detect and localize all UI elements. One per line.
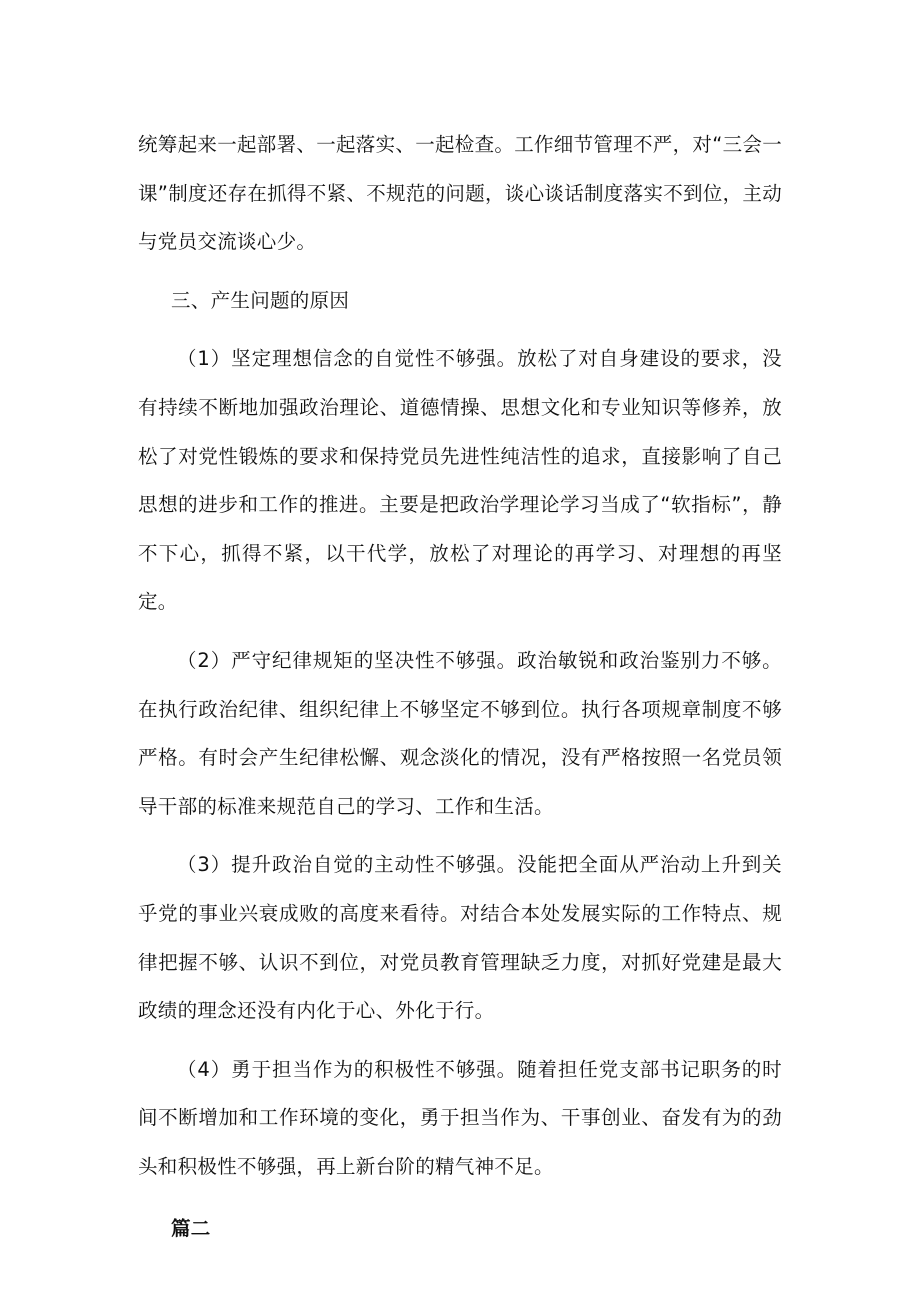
paragraph-continuation: 统筹起来一起部署、一起落实、一起检查。工作细节管理不严，对“三会一课”制度还存在抓得不紧、不规范的问题，谈心谈话制度落实不到位，主动与党员交流谈心少。 (138, 133, 783, 254)
document-body (138, 121, 782, 1253)
paragraph-cause-1: （1）坚定理想信念的自觉性不够强。放松了对自身建设的要求，没有持续不断地加强政治理论、道德情操、思想文化和专业知识等修养，放松了对党性锻炼的要求和保持党员先进性纯洁性的追求，直接影响了自己思想的进步和工作的推进。主要是把政治学理论学习当成了“软指标”，静不下心，抓得不紧，以干代学，放松了对理论的再学习、对理想的再坚定。 (138, 347, 782, 614)
paragraph-cause-2: （2）严守纪律规矩的坚决性不够强。政治敏锐和政治鉴别力不够。在执行政治纪律、组织纪律上不够坚定不够到位。执行各项规章制度不够严格。有时会产生纪律松懈、观念淡化的情况，没有严格按照一名党员领导干部的标准来规范自己的学习、工作和生活。 (138, 648, 782, 818)
paragraph-cause-4: （4）勇于担当作为的积极性不够强。随着担任党支部书记职务的时间不断增加和工作环境的变化，勇于担当作为、干事创业、奋发有为的劲头和积极性不够强，再上新台阶的精气神不足。 (138, 1057, 782, 1178)
section-title: 篇二 (171, 1217, 211, 1241)
paragraph-cause-3: （3）提升政治自觉的主动性不够强。没能把全面从严治动上升到关乎党的事业兴衰成败的高度来看待。对结合本处发展实际的工作特点、规律把握不够、认识不到位，对党员教育管理缺乏力度，对抓好党建是最大政绩的理念还没有内化于心、外化于行。 (138, 853, 782, 1023)
heading-causes: 三、产生问题的原因 (171, 288, 350, 312)
